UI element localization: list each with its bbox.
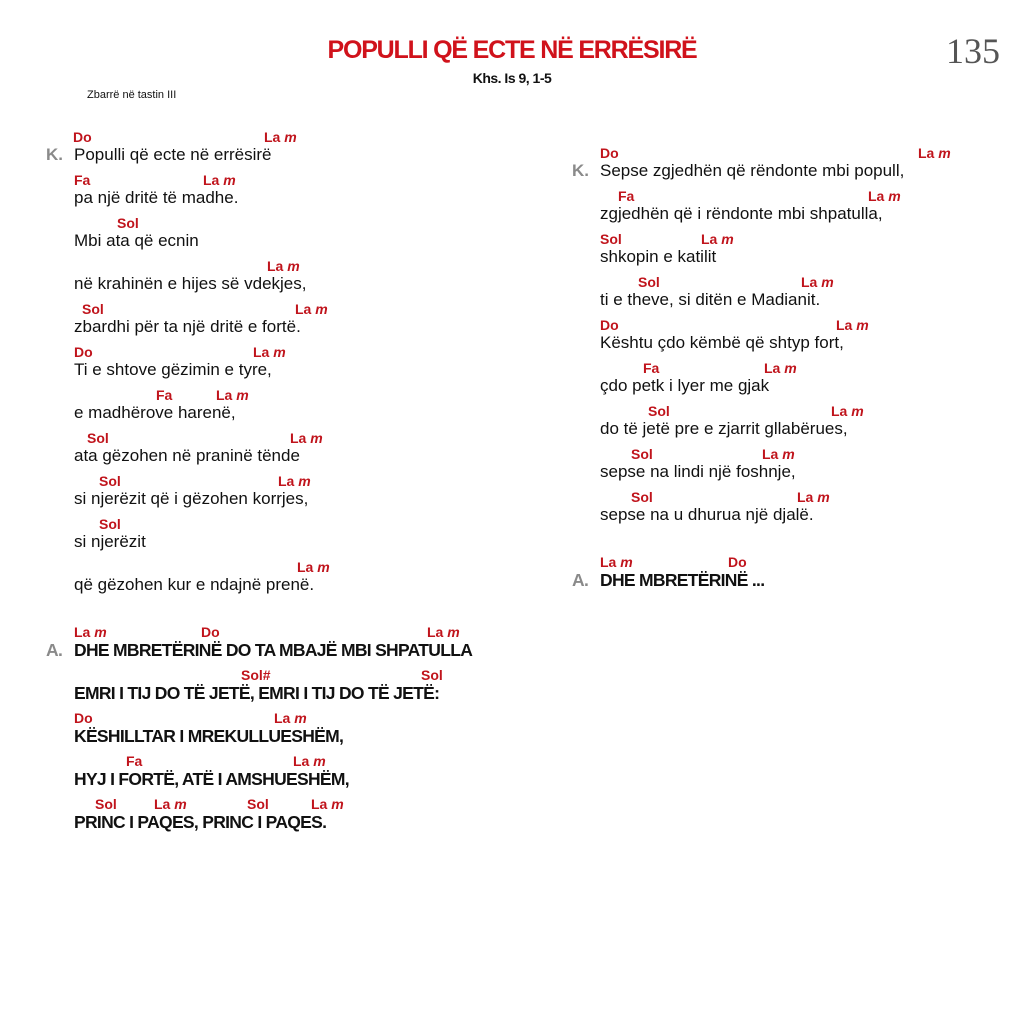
- chord: La m: [868, 188, 901, 204]
- chord: La m: [762, 446, 795, 462]
- chord-row: [572, 311, 1012, 332]
- lyric-text: sepse na lindi një foshnje,: [600, 462, 796, 481]
- chord: La m: [264, 129, 297, 145]
- lyric-line: [46, 144, 546, 166]
- chord-row: [46, 747, 546, 768]
- lyric-line: [46, 359, 546, 381]
- lyric-text: si njerëzit që i gëzohen korrjes,: [74, 489, 309, 508]
- lyric-text: Kështu çdo këmbë që shtyp fort,: [600, 333, 844, 352]
- chord: Sol: [421, 667, 443, 683]
- chord: Sol: [82, 301, 104, 317]
- lyric-line: [46, 402, 546, 424]
- chord-row: [572, 397, 1012, 418]
- lyric-text: e madhërove harenë,: [74, 403, 236, 422]
- chord: Fa: [156, 387, 173, 403]
- lyric-line: [572, 461, 1012, 483]
- capo-note: Zbarrë në tastin III: [87, 89, 177, 101]
- chord-row: [46, 661, 546, 682]
- lyric-text: zgjedhën që i rëndonte mbi shpatulla,: [600, 204, 883, 223]
- refrain-line: [46, 682, 546, 704]
- chord: Sol: [648, 403, 670, 419]
- refrain-text: EMRI I TIJ DO TË JETË, EMRI I TIJ DO TË JETË:: [74, 683, 440, 703]
- chord-row: [46, 166, 546, 187]
- lyric-line: [572, 332, 1012, 354]
- chord: Do: [600, 145, 619, 161]
- lyric-line: [572, 375, 1012, 397]
- lyric-text: ata gëzohen në praninë tënde: [74, 446, 300, 465]
- chord: Sol: [638, 274, 660, 290]
- lyric-line: [46, 273, 546, 295]
- chord-row: [46, 338, 546, 359]
- chord: Do: [73, 129, 92, 145]
- lyric-text: sepse na u dhurua një djalë.: [600, 505, 814, 524]
- chord: La m: [427, 624, 460, 640]
- refrain-line: [46, 639, 546, 661]
- chord-row: [572, 225, 1012, 246]
- chord-row: [572, 440, 1012, 461]
- chord: La m: [216, 387, 249, 403]
- chord: Do: [600, 317, 619, 333]
- verse-marker: K.: [572, 161, 589, 180]
- chord: La m: [801, 274, 834, 290]
- chord: La m: [293, 753, 326, 769]
- lyric-text: që gëzohen kur e ndajnë prenë.: [74, 575, 315, 594]
- chord: Fa: [643, 360, 660, 376]
- chord-row: [46, 553, 546, 574]
- left-column: [46, 123, 546, 833]
- refrain-line: [46, 811, 546, 833]
- chord: La m: [154, 796, 187, 812]
- lyric-text: ti e theve, si ditën e Madianit.: [600, 290, 821, 309]
- refrain-line: [46, 725, 546, 747]
- chord-row: [572, 139, 1012, 160]
- chord-row: [46, 209, 546, 230]
- chord-row: [46, 618, 546, 639]
- chord-row: [572, 182, 1012, 203]
- chord: Sol: [117, 215, 139, 231]
- chord-row: [572, 548, 1012, 569]
- page-number: 135: [946, 31, 1000, 71]
- right-verse: [572, 139, 1012, 526]
- refrain-line: [46, 768, 546, 790]
- chord: Fa: [126, 753, 143, 769]
- refrain-marker: A.: [572, 570, 589, 590]
- chord: La m: [253, 344, 286, 360]
- lyric-line: [46, 574, 546, 596]
- chord: Fa: [74, 172, 91, 188]
- chord-row: [46, 381, 546, 402]
- song-title: POPULLI QË ECTE NË ERRËSIRË: [327, 36, 697, 64]
- lyric-text: Ti e shtove gëzimin e tyre,: [74, 360, 272, 379]
- chord: La m: [701, 231, 734, 247]
- chord-row: [46, 510, 546, 531]
- chord-row: [46, 252, 546, 273]
- lyric-text: zbardhi për ta një dritë e fortë.: [74, 317, 301, 336]
- lyric-line: [572, 203, 1012, 225]
- chord-row: [572, 268, 1012, 289]
- left-verse: [46, 123, 546, 596]
- chord: La m: [918, 145, 951, 161]
- chord: Do: [201, 624, 220, 640]
- chord-row: [46, 424, 546, 445]
- chord: La m: [831, 403, 864, 419]
- chord-row: [46, 295, 546, 316]
- chord-row: [46, 123, 546, 144]
- lyric-text: çdo petk i lyer me gjak: [600, 376, 770, 395]
- chord-row: [572, 354, 1012, 375]
- chord: Sol: [247, 796, 269, 812]
- refrain-text: DHE MBRETËRINË ...: [600, 570, 765, 590]
- chord: Do: [74, 344, 93, 360]
- refrain-text: DHE MBRETËRINË DO TA MBAJË MBI SHPATULLA: [74, 640, 473, 660]
- lyric-text: Sepse zgjedhën që rëndonte mbi popull,: [600, 161, 905, 180]
- lyric-text: në krahinën e hijes së vdekjes,: [74, 274, 307, 293]
- refrain-line: [572, 569, 1012, 591]
- chord: Sol: [95, 796, 117, 812]
- chord: La m: [297, 559, 330, 575]
- chord: Sol: [99, 516, 121, 532]
- chord: Sol: [87, 430, 109, 446]
- verse-marker: K.: [46, 145, 63, 164]
- scripture-reference: Khs. Is 9, 1-5: [472, 70, 552, 86]
- chord-row: [46, 467, 546, 488]
- lyric-line: [46, 445, 546, 467]
- chord: La m: [764, 360, 797, 376]
- chord: La m: [290, 430, 323, 446]
- lyric-line: [572, 418, 1012, 440]
- right-refrain: [572, 548, 1012, 591]
- lyric-line: [46, 230, 546, 252]
- chord: Sol#: [241, 667, 271, 683]
- chord: Do: [728, 554, 747, 570]
- chord-row: [46, 790, 546, 811]
- chord: La m: [311, 796, 344, 812]
- lyric-line: [572, 504, 1012, 526]
- chord: La m: [600, 554, 633, 570]
- lyric-text: Mbi ata që ecnin: [74, 231, 199, 250]
- chord-row: [46, 704, 546, 725]
- chord: La m: [267, 258, 300, 274]
- chord: La m: [74, 624, 107, 640]
- chord: Fa: [618, 188, 635, 204]
- chord-row: [572, 483, 1012, 504]
- chord: La m: [797, 489, 830, 505]
- lyric-text: do të jetë pre e zjarrit gllabërues,: [600, 419, 848, 438]
- lyric-line: [46, 488, 546, 510]
- lyric-text: si njerëzit: [74, 532, 146, 551]
- left-refrain: [46, 618, 546, 833]
- chord: La m: [295, 301, 328, 317]
- lyric-line: [46, 316, 546, 338]
- lyric-text: Populli që ecte në errësirë: [74, 145, 272, 164]
- lyric-line: [572, 246, 1012, 268]
- lyric-line: [572, 160, 1012, 182]
- chord: Sol: [631, 446, 653, 462]
- chord: Do: [74, 710, 93, 726]
- lyric-text: pa një dritë të madhe.: [74, 188, 239, 207]
- right-column: [572, 139, 1012, 591]
- refrain-text: HYJ I FORTË, ATË I AMSHUESHËM,: [74, 769, 349, 789]
- lyric-line: [572, 289, 1012, 311]
- chord: La m: [278, 473, 311, 489]
- chord: Sol: [631, 489, 653, 505]
- refrain-text: PRINC I PAQES, PRINC I PAQES.: [74, 812, 327, 832]
- lyric-line: [46, 187, 546, 209]
- chord: La m: [274, 710, 307, 726]
- chord: La m: [203, 172, 236, 188]
- refrain-text: KËSHILLTAR I MREKULLUESHËM,: [74, 726, 344, 746]
- chord: Sol: [600, 231, 622, 247]
- lyric-text: shkopin e katilit: [600, 247, 717, 266]
- chord: Sol: [99, 473, 121, 489]
- refrain-marker: A.: [46, 640, 63, 660]
- lyric-line: [46, 531, 546, 553]
- chord: La m: [836, 317, 869, 333]
